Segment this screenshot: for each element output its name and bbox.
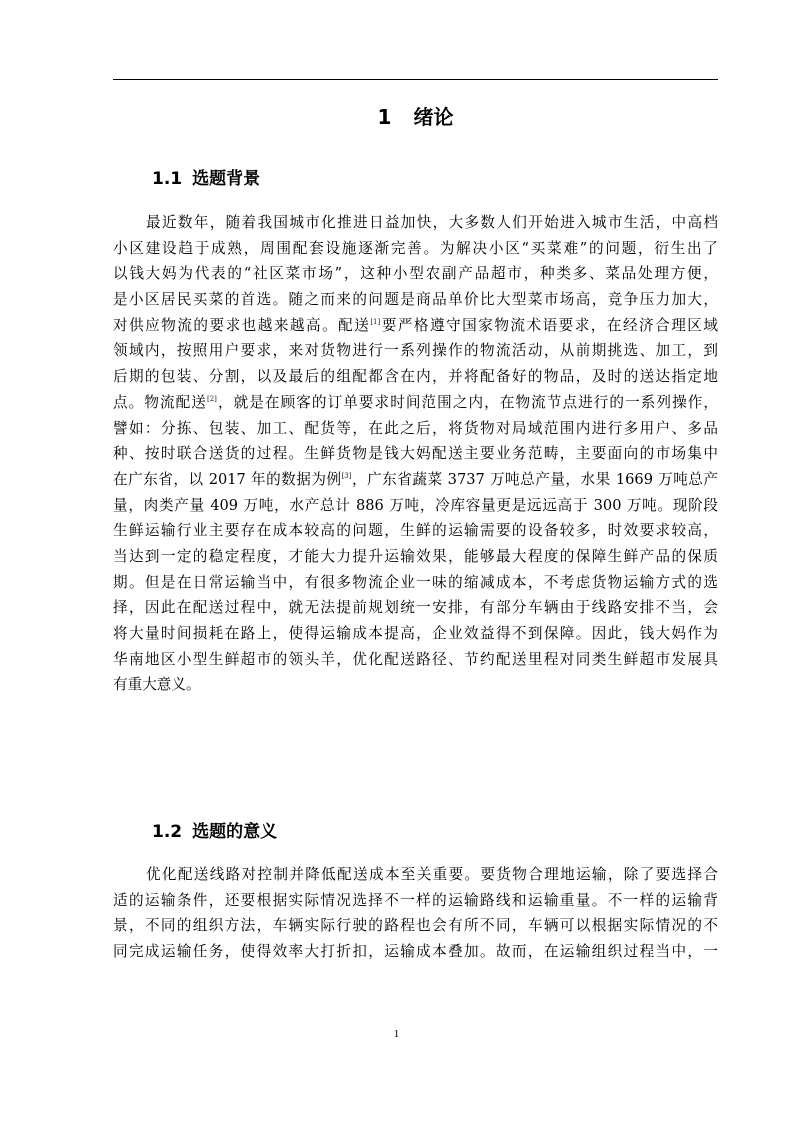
citation-ref-3: [3] bbox=[341, 471, 352, 480]
text-line: 是小区居民买菜的首选。随之而来的问题是商品单价比大型菜市场高，竞争压力加大， bbox=[113, 291, 718, 309]
page-number: 1 bbox=[393, 1028, 400, 1040]
text-line: 小区建设趋于成熟，周围配套设施逐渐完善。为解决小区“买菜难”的问题，衍生出了 bbox=[113, 239, 718, 257]
text-segment: 要严格遵守国家物流术语要求，在经济合理区域 bbox=[380, 316, 718, 334]
text-segment: ，广东省蔬菜 3737 万吨总产量，水果 1669 万吨总产 bbox=[351, 470, 718, 488]
text-line: 华南地区小型生鲜超市的领头羊，优化配送路径、节约配送里程对同类生鲜超市发展具 bbox=[113, 650, 718, 668]
section-heading-1-2 bbox=[152, 820, 277, 844]
text-line: 景，不同的组织方法，车辆实际行驶的路程也会有所不同，车辆可以根据实际情况的不 bbox=[113, 917, 718, 935]
text-line: 适的运输条件，还要根据实际情况选择不一样的运输路线和运输重量。不一样的运输背 bbox=[113, 891, 718, 909]
text-line: 将大量时间损耗在路上，使得运输成本提高，企业效益得不到保障。因此，钱大妈作为 bbox=[113, 625, 718, 642]
text-line: 最近数年，随着我国城市化推进日益加快，大多数人们开始进入城市生活，中高档 bbox=[146, 214, 718, 231]
significance-paragraph bbox=[113, 862, 718, 965]
text-line: 有重大意义。 bbox=[113, 676, 201, 694]
section-number: 1.2 bbox=[152, 822, 183, 842]
text-segment: ，就是在顾客的订单要求时间范围之内，在物流节点进行的一系列操作， bbox=[216, 393, 718, 411]
text-line bbox=[113, 313, 718, 339]
text-line: 生鲜运输行业主要存在成本较高的问题，生鲜的运输需要的设备较多，时效要求较高， bbox=[113, 522, 718, 540]
section-title: 选题背景 bbox=[192, 169, 261, 189]
chapter-number: 1 bbox=[377, 105, 392, 129]
text-line: 种、按时联合送货的过程。生鲜货物是钱大妈配送主要业务范畴，主要面向的市场集中 bbox=[113, 445, 718, 463]
text-line: 择，因此在配送过程中，就无法提前规划统一安排，有部分车辆由于线路安排不当，会 bbox=[113, 599, 718, 617]
text-line: 后期的包装、分割，以及最后的组配都含在内，并将配备好的物品，及时的送达指定地 bbox=[113, 368, 718, 386]
text-line: 同完成运输任务，使得效率大打折扣，运输成本叠加。故而，在运输组织过程当中，一 bbox=[113, 943, 718, 961]
text-line: 譬如：分拣、包装、加工、配货等，在此之后，将货物对局域范围内进行多用户、多品 bbox=[113, 419, 718, 437]
section-heading-1-1 bbox=[152, 167, 260, 191]
text-line: 以钱大妈为代表的“社区菜市场”，这种小型农副产品超市，种类多、菜品处理方便， bbox=[113, 265, 718, 283]
citation-ref-1: [1] bbox=[370, 317, 381, 326]
text-line bbox=[113, 467, 718, 493]
section-number: 1.1 bbox=[152, 169, 183, 189]
chapter-title-text: 绪论 bbox=[413, 105, 454, 129]
chapter-title bbox=[113, 104, 718, 130]
text-line: 当达到一定的稳定程度，才能大力提升运输效果，能够最大程度的保障生鲜产品的保质 bbox=[113, 547, 718, 565]
background-paragraph bbox=[113, 210, 718, 698]
text-line: 优化配送线路对控制并降低配送成本至关重要。要货物合理地运输，除了要选择合 bbox=[146, 866, 718, 883]
text-line: 期。但是在日常运输当中，有很多物流企业一味的缩减成本，不考虑货物运输方式的选 bbox=[113, 573, 718, 591]
section-title: 选题的意义 bbox=[192, 822, 278, 842]
citation-ref-2: [2] bbox=[206, 394, 217, 403]
text-line: 量，肉类产量 409 万吨，水产总计 886 万吨，冷库容量更是远远高于 300 万吨。现阶段 bbox=[113, 496, 718, 514]
header-rule bbox=[113, 79, 718, 80]
text-segment: 对供应物流的要求也越来越高。配送 bbox=[113, 316, 371, 334]
text-segment: 在广东省，以 2017 年的数据为例 bbox=[113, 470, 342, 488]
text-line: 领域内，按照用户要求，来对货物进行一系列操作的物流活动，从前期挑选、加工，到 bbox=[113, 342, 718, 360]
text-line bbox=[113, 390, 718, 416]
text-segment: 点。物流配送 bbox=[113, 393, 207, 411]
